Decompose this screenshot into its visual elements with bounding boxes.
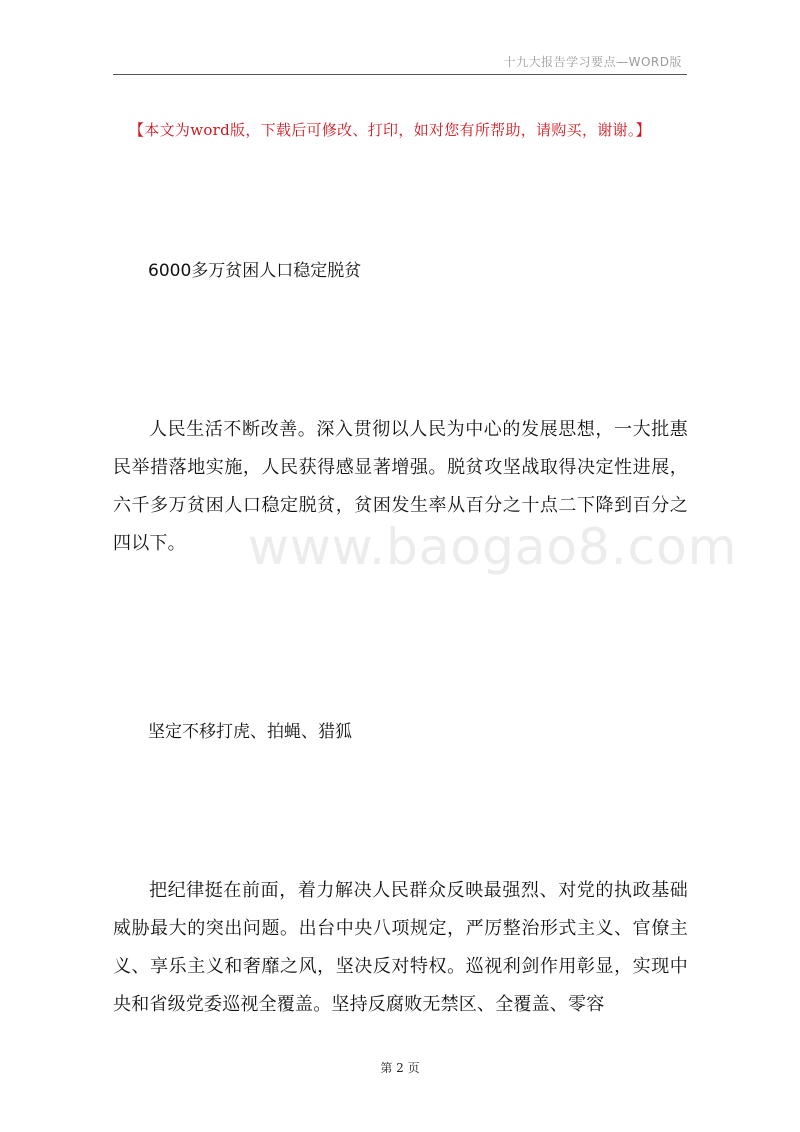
section-heading-poverty: 6000多万贫困人口稳定脱贫 [148,261,362,281]
section-body-anticorruption: 把纪律挺在前面，着力解决人民群众反映最强烈、对党的执政基础威胁最大的突出问题。出台中央八项规定，严厉整治形式主义、官僚主义、享乐主义和奢靡之风，坚决反对特权。巡视利剑作用彰显，实现中央和省级党委巡视全覆盖。坚持反腐败无禁区、全覆盖、零容 [113,880,688,1015]
section-body-poverty: 人民生活不断改善。深入贯彻以人民为中心的发展思想，一大批惠民举措落地实施，人民获得感显著增强。脱贫攻坚战取得决定性进展，六千多万贫困人口稳定脱贫，贫困发生率从百分之十点二下降到百分之四以下。 [113,419,688,554]
header-title: 十九大报告学习要点—WORD版 [503,55,682,69]
section-heading-anticorruption: 坚定不移打虎、拍蝇、猎狐 [148,722,352,742]
page-number: 第 2 页 [380,1061,420,1075]
header-divider [113,74,687,75]
watermark: www.baogao8.com [248,518,738,576]
purchase-notice: 【本文为word版，下载后可修改、打印，如对您有所帮助，请购买，谢谢。】 [129,121,651,139]
